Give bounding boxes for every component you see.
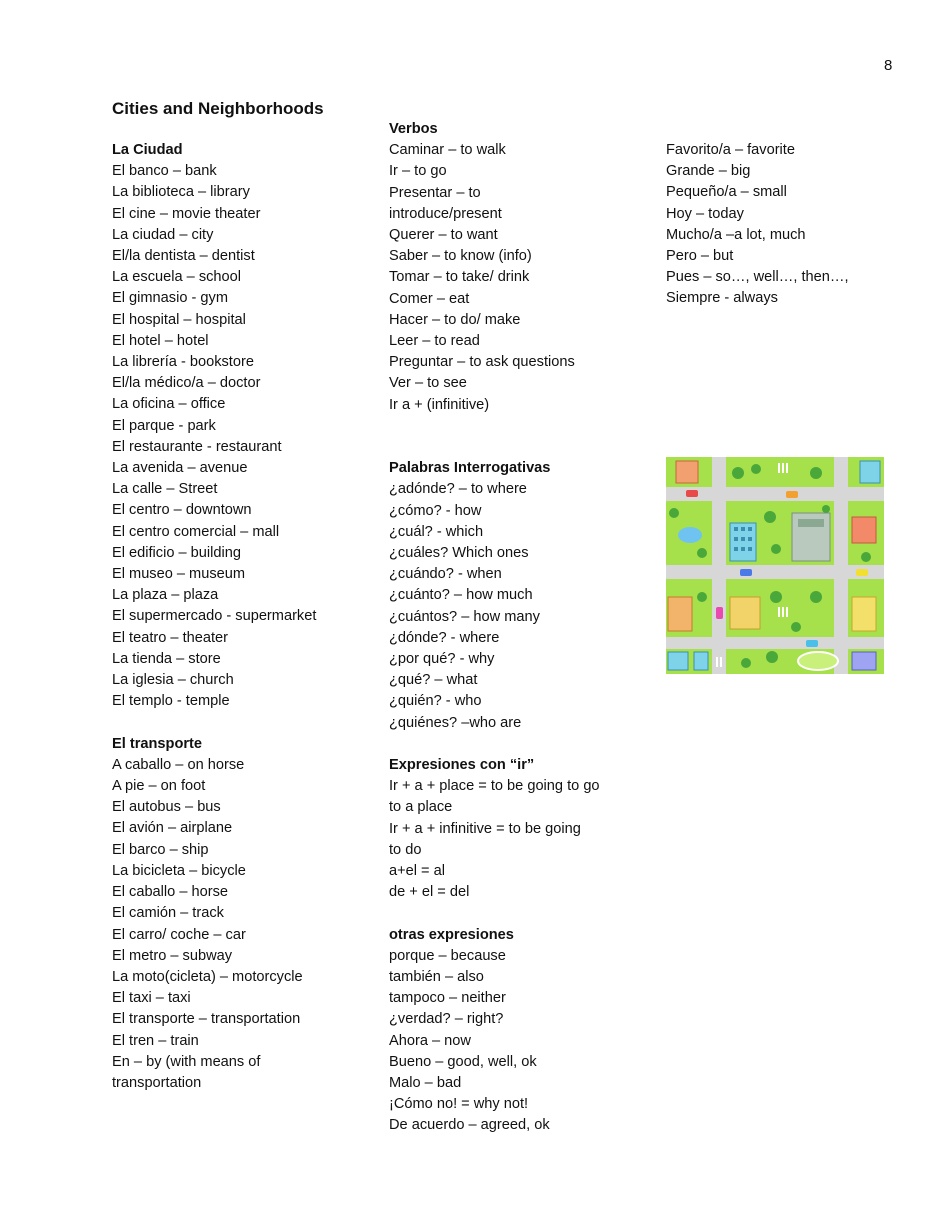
list-item: La escuela – school [112, 269, 241, 286]
list-item: El caballo – horse [112, 884, 229, 901]
list-item: El edificio – building [112, 544, 241, 561]
list-item: Ir a + (infinitive) [389, 396, 490, 413]
list-item: Hoy – today [666, 205, 744, 222]
list-item: En – by (with means of [112, 1053, 261, 1070]
list-item: La plaza – plaza [112, 587, 219, 604]
list-item: Mucho/a –a lot, much [666, 226, 806, 243]
list-item: La librería - bookstore [112, 354, 254, 371]
section-heading-otras: otras expresiones [389, 926, 514, 943]
list-item: porque – because [389, 947, 506, 964]
section-heading-transporte: El transporte [112, 735, 203, 752]
list-item: La ciudad – city [112, 226, 214, 243]
list-item: Comer – eat [389, 290, 470, 307]
list-item: Grande – big [666, 163, 751, 180]
section-heading-verbos: Verbos [389, 121, 438, 137]
list-item: Ir + a + place = to be going to go [389, 778, 600, 795]
list-item: La tienda – store [112, 650, 221, 667]
right-column [666, 140, 926, 310]
list-item: El cine – movie theater [112, 205, 261, 222]
spacer [389, 437, 649, 458]
list-item: La avenida – avenue [112, 460, 248, 477]
list-item: también – also [389, 969, 484, 986]
list-item: El restaurante - restaurant [112, 438, 282, 455]
list-item: El taxi – taxi [112, 990, 191, 1007]
list-item: El banco – bank [112, 163, 217, 180]
list-item: ¿cuánto? – how much [389, 587, 533, 604]
list-item: El hotel – hotel [112, 332, 209, 349]
list-item: transportation [112, 1074, 202, 1091]
list-item: Pues – so…, well…, then…, [666, 269, 849, 286]
page-title: Cities and Neighborhoods [112, 99, 324, 118]
list-item: Tomar – to take/ drink [389, 269, 530, 286]
spacer [112, 712, 372, 733]
middle-column [389, 119, 649, 1137]
list-item: El gimnasio - gym [112, 290, 228, 307]
list-item: El centro – downtown [112, 502, 252, 519]
list-item: Ahora – now [389, 1032, 471, 1049]
list-item: Bueno – good, well, ok [389, 1053, 537, 1070]
list-item: El/la dentista – dentist [112, 248, 255, 265]
list-item: ¿quiénes? –who are [389, 714, 522, 731]
list-item: El templo - temple [112, 693, 230, 710]
spacer [389, 903, 649, 924]
list-item: Pero – but [666, 248, 734, 265]
list-item: Caminar – to walk [389, 142, 506, 159]
list-item: El avión – airplane [112, 820, 233, 837]
list-item: La bicicleta – bicycle [112, 862, 246, 879]
list-item: El camión – track [112, 905, 224, 922]
list-item: to do [389, 841, 422, 858]
page-number: 8 [884, 57, 893, 74]
list-item: Ir + a + infinitive = to be going [389, 820, 581, 837]
list-item: Preguntar – to ask questions [389, 354, 575, 371]
list-item: Malo – bad [389, 1075, 462, 1092]
list-item: A caballo – on horse [112, 756, 245, 773]
list-item: El/la médico/a – doctor [112, 375, 261, 392]
list-item: Hacer – to do/ make [389, 311, 521, 328]
city-map-illustration [666, 457, 884, 674]
list-item: introduce/present [389, 205, 502, 222]
list-item: La iglesia – church [112, 672, 234, 689]
list-item: El supermercado - supermarket [112, 608, 317, 625]
list-item: ¿cuáles? Which ones [389, 545, 529, 562]
list-item: ¿cuándo? - when [389, 566, 502, 583]
list-item: Ir – to go [389, 163, 447, 180]
list-item: Leer – to read [389, 333, 480, 350]
list-item: Saber – to know (info) [389, 248, 532, 265]
spacer [389, 416, 649, 437]
list-item: El museo – museum [112, 566, 246, 583]
list-item: ¿adónde? – to where [389, 481, 527, 498]
list-item: La biblioteca – library [112, 184, 250, 201]
list-item: La calle – Street [112, 481, 218, 498]
list-item: El autobus – bus [112, 799, 221, 816]
list-item: ¿qué? – what [389, 672, 478, 689]
list-item: Presentar – to [389, 184, 481, 201]
list-item: Pequeño/a – small [666, 184, 787, 201]
list-item: El teatro – theater [112, 629, 229, 646]
list-item: La moto(cicleta) – motorcycle [112, 968, 303, 985]
list-item: ¡Cómo no! = why not! [389, 1096, 529, 1113]
list-item: de + el = del [389, 884, 470, 901]
list-item: Ver – to see [389, 375, 467, 392]
list-item: ¿cómo? - how [389, 502, 482, 519]
list-item: Favorito/a – favorite [666, 142, 795, 158]
left-column [112, 140, 372, 1094]
section-heading-interrogativas: Palabras Interrogativas [389, 460, 551, 477]
list-item: A pie – on foot [112, 778, 206, 795]
list-item: to a place [389, 799, 453, 816]
list-item: El hospital – hospital [112, 311, 246, 328]
list-item: ¿cuántos? – how many [389, 608, 540, 625]
list-item: El carro/ coche – car [112, 926, 246, 943]
list-item: El parque - park [112, 417, 216, 434]
list-item: Querer – to want [389, 227, 498, 244]
list-item: ¿por qué? - why [389, 651, 495, 668]
list-item: tampoco – neither [389, 990, 506, 1007]
list-item: El centro comercial – mall [112, 523, 280, 540]
list-item: a+el = al [389, 863, 445, 880]
list-item: La oficina – office [112, 396, 226, 413]
list-item: ¿cuál? - which [389, 523, 484, 540]
list-item: El tren – train [112, 1032, 199, 1049]
list-item: ¿dónde? - where [389, 629, 500, 646]
list-item: Siempre - always [666, 290, 778, 307]
section-heading-la-ciudad: La Ciudad [112, 142, 183, 158]
list-item: El transporte – transportation [112, 1011, 301, 1028]
list-item: ¿quién? - who [389, 693, 482, 710]
list-item: De acuerdo – agreed, ok [389, 1117, 550, 1134]
list-item: El metro – subway [112, 947, 233, 964]
list-item: El barco – ship [112, 841, 209, 858]
list-item: ¿verdad? – right? [389, 1011, 504, 1028]
section-heading-expresiones-ir: Expresiones con “ir” [389, 757, 535, 774]
spacer [389, 734, 649, 755]
